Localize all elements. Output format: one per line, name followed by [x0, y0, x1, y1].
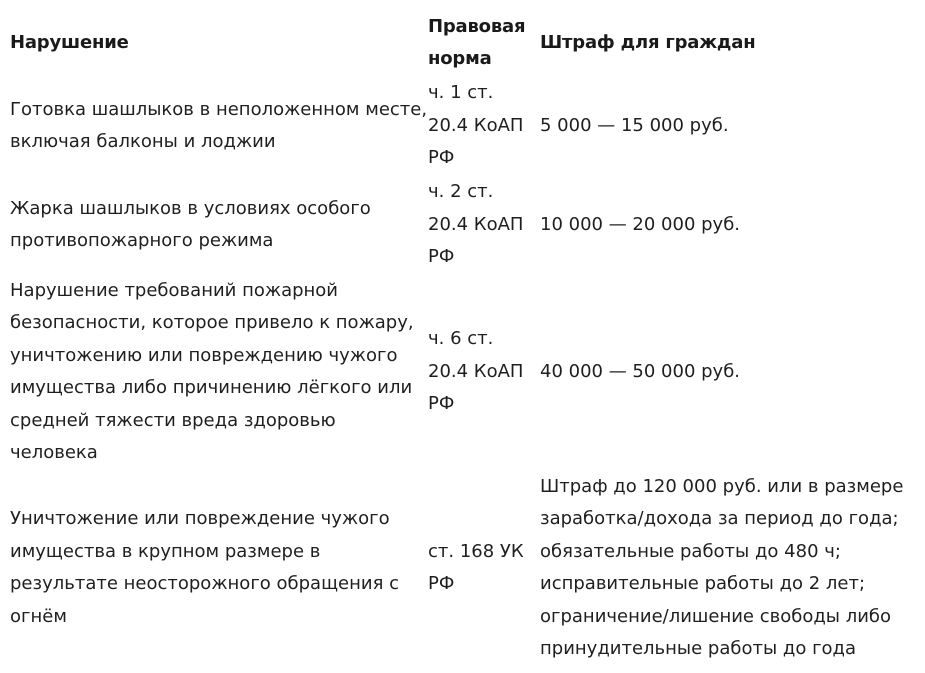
fine-cell: Штраф до 120 000 руб. или в размере заработка/дохода за период до года; обязательные работы до 480 ч; исправительные работы до 2 лет; ограничение/лишение свободы либо принудительные работы до года: [540, 475, 904, 659]
violation-cell: Жарка шашлыков в условиях особого противопожарного режима: [10, 197, 371, 251]
norm-cell: ст. 168 УК РФ: [428, 540, 524, 594]
fine-cell: 5 000 — 15 000 руб.: [540, 114, 729, 136]
header-norm: Правовая норма: [428, 15, 526, 69]
violation-cell: Уничтожение или повреждение чужого имущества в крупном размере в результате неосторожного обращения с огнём: [10, 508, 400, 627]
fine-cell: 40 000 — 50 000 руб.: [540, 360, 741, 382]
table-row: [10, 274, 922, 470]
table-row: [10, 470, 922, 666]
fines-table: [10, 10, 922, 666]
fine-cell: 10 000 — 20 000 руб.: [540, 213, 741, 235]
violation-cell: Готовка шашлыков в неположенном месте, включая балконы и лоджии: [10, 98, 428, 152]
header-fine: Штраф для граждан: [540, 31, 756, 53]
violation-cell: Нарушение требований пожарной безопасности, которое привело к пожару, уничтожению или повреждению чужого имущества либо причинению лёгкого или средней тяжести вреда здоровью человека: [10, 279, 414, 463]
table-row: [10, 176, 922, 274]
header-violation: Нарушение: [10, 31, 129, 53]
norm-cell: ч. 1 ст. 20.4 КоАП РФ: [428, 82, 524, 169]
norm-cell: ч. 6 ст. 20.4 КоАП РФ: [428, 328, 524, 415]
table-row: [10, 76, 922, 176]
norm-cell: ч. 2 ст. 20.4 КоАП РФ: [428, 181, 524, 268]
table-header-row: [10, 10, 922, 76]
